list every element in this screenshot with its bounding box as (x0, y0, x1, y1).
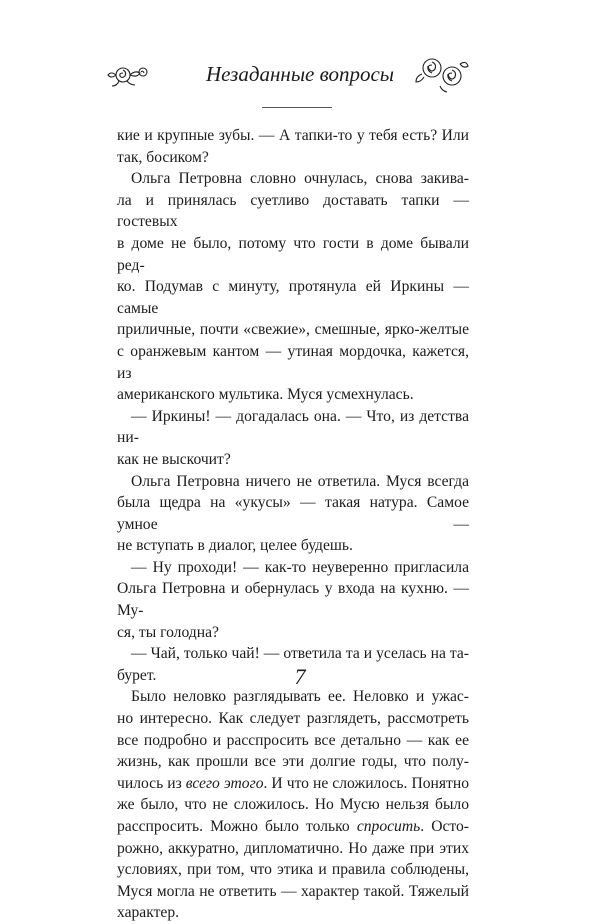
running-header (0, 60, 600, 100)
text-line: бурет. (117, 666, 157, 684)
header-title: Незаданные вопросы (205, 62, 395, 86)
text-run: . Осто- (420, 818, 469, 835)
text-line: ко. Подумав с минуту, протянула ей Иркины — самые (117, 278, 469, 317)
italic-run: спросить (356, 818, 421, 835)
text-line (117, 816, 469, 838)
text-line: жизнь, как прошли все эти долгие годы, что полу- (117, 753, 469, 771)
text-line: же было, что не сложилось. Но Мусю нельзя было (117, 796, 469, 814)
text-run: чилось из (117, 774, 186, 792)
page-number: 7 (294, 664, 306, 689)
body-text (117, 125, 469, 924)
header-divider (262, 107, 332, 108)
text-line (117, 773, 469, 795)
text-line: все подробно и расспросить все детально — как ее (117, 731, 469, 749)
italic-run: всего этого (185, 774, 264, 792)
text-line: не вступать в диалог, целее будешь. (117, 537, 353, 555)
text-line: ла и принялась суетливо доставать тапки — гостевых (117, 191, 469, 231)
text-line: Ольга Петровна ничего не ответила. Муся всегда (131, 472, 469, 490)
text-line: Муся могла не ответить — характер такой. Тяжелый (117, 882, 469, 900)
text-line: Ольга Петровна и обернулась у входа на кухню. — Му- (117, 580, 469, 620)
text-line: была щедра на «укусы» — такая натура. Самое умное — (117, 494, 469, 533)
text-line: Ольга Петровна словно очнулась, снова закива- (131, 170, 469, 188)
text-line: рожно, аккуратно, дипломатично. Но даже при этих (117, 839, 469, 857)
text-run: . И что не сложилось. Понятно (263, 774, 470, 792)
text-line: — Иркины! — догадалась она. — Что, из детства ни- (117, 407, 469, 447)
text-line: приличные, почти «свежие», смешные, ярко-желтые (117, 321, 469, 339)
text-line: условиях, при том, что этика и правила соблюдены, (117, 861, 469, 879)
text-line: — Ну проходи! — как-то неуверенно пригласила (131, 558, 469, 576)
text-line: американского мультика. Муся усмехнулась. (117, 386, 414, 404)
text-line: — Чай, только чай! — ответила та и уселась на та- (131, 645, 469, 663)
text-line: так, босиком? (117, 148, 209, 166)
text-line: с оранжевым кантом — утиная мордочка, кажется, из (117, 342, 469, 382)
text-line: кие и крупные зубы. — А тапки-то у тебя есть? Или (117, 127, 469, 144)
text-line: характер. (117, 904, 180, 922)
text-line: но интересно. Как следует разглядеть, рассмотреть (117, 710, 469, 728)
text-line: в доме не было, потому что гости в доме бывали ред- (117, 234, 469, 274)
rose-ornament-icon (414, 52, 470, 94)
text-line: как не выскочит? (117, 450, 231, 468)
text-line: Было неловко разглядывать ее. Неловко и ужас- (131, 688, 469, 706)
text-run: расспросить. Можно было только (117, 818, 357, 835)
text-line: ся, ты голодна? (117, 623, 219, 641)
